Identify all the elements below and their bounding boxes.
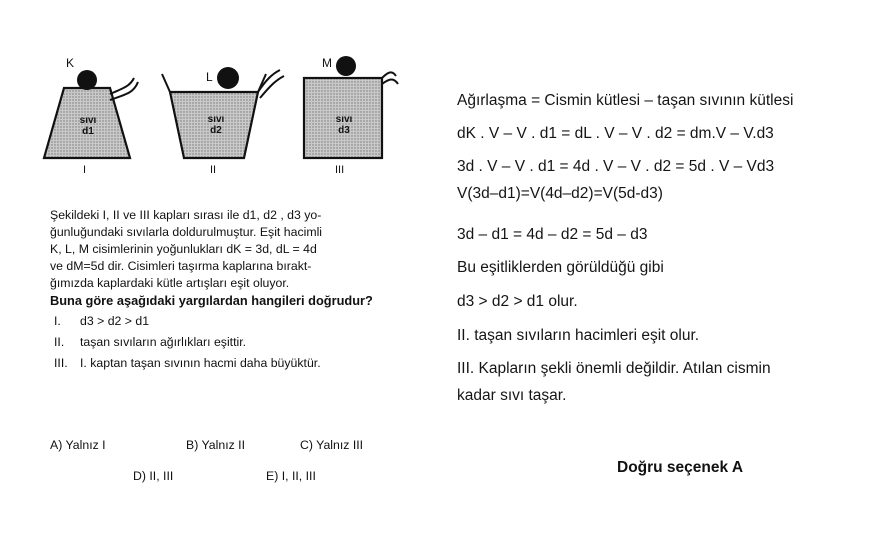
statement-1 — [50, 313, 420, 330]
solution-line: kadar sıvı taşar. — [457, 387, 567, 404]
vessel-3-numeral: III — [335, 164, 345, 176]
object-k-label: K — [66, 56, 75, 70]
statement-2 — [50, 334, 420, 351]
question-text — [50, 207, 420, 292]
statement-3 — [50, 355, 420, 372]
option-a[interactable]: A) Yalnız I — [50, 438, 106, 452]
statement-2-number: II. — [54, 335, 65, 349]
option-b[interactable]: B) Yalnız II — [186, 438, 246, 452]
option-c[interactable]: C) Yalnız III — [300, 438, 364, 452]
liquid-3-word: sıvı — [335, 114, 353, 125]
statement-3-text: I. kaptan taşan sıvının hacmi daha büyüktür. — [80, 356, 321, 370]
object-m-ball — [336, 56, 356, 76]
spout-3 — [382, 72, 398, 84]
option-e[interactable]: E) I, II, III — [266, 469, 316, 483]
solution-line: III. Kapların şekli önemli değildir. Atılan cismin — [457, 360, 771, 377]
question-block — [50, 207, 420, 372]
liquid-2-word: sıvı — [207, 114, 225, 125]
solution-line: II. taşan sıvıların hacimleri eşit olur. — [457, 327, 700, 344]
solution-line: 3d – d1 = 4d – d2 = 5d – d3 — [457, 226, 648, 243]
statement-3-number: III. — [54, 356, 68, 370]
question-line: ve dM=5d dir. Cisimleri taşırma kaplarına bırakt- — [50, 259, 312, 273]
question-line: ğımızda kaplardaki kütle artışları eşit oluyor. — [50, 276, 290, 290]
liquid-1-symbol: d1 — [82, 126, 94, 137]
spout-1 — [110, 78, 138, 100]
question-prompt: Buna göre aşağıdaki yargılardan hangileri doğrudur? — [50, 293, 373, 308]
statement-1-text: d3 > d2 > d1 — [80, 314, 150, 328]
vessel-1-numeral: I — [83, 164, 87, 176]
object-k-ball — [77, 70, 97, 90]
liquid-1-word: sıvı — [79, 115, 97, 126]
statement-1-number: I. — [54, 314, 61, 328]
vessel-2-numeral: II — [210, 164, 217, 176]
solution-line: 3d . V – V . d1 = 4d . V – V . d2 = 5d . V – Vd3 — [457, 158, 775, 175]
liquid-3-symbol: d3 — [338, 125, 350, 136]
question-line: ğunluğundaki sıvılarla doldurulmuştur. Eşit hacimli — [50, 225, 323, 239]
statement-2-text: taşan sıvıların ağırlıkları eşittir. — [80, 335, 247, 349]
solution-line: V(3d–d1)=V(4d–d2)=V(5d-d3) — [457, 185, 663, 202]
object-m-label: M — [322, 56, 332, 70]
solution-line: d3 > d2 > d1 olur. — [457, 293, 578, 310]
option-d[interactable]: D) II, III — [133, 469, 174, 483]
solution-line: Ağırlaşma = Cismin kütlesi – taşan sıvının kütlesi — [457, 92, 794, 109]
object-l-label: L — [206, 70, 213, 84]
vessel-3 — [304, 56, 398, 158]
liquid-2-symbol: d2 — [210, 125, 222, 136]
question-line: K, L, M cisimlerinin yoğunlukları dK = 3d, dL = 4d — [50, 242, 317, 256]
correct-answer: Doğru seçenek A — [617, 459, 744, 476]
vessels-figure — [30, 48, 400, 186]
solution-line: dK . V – V . d1 = dL . V – V . d2 = dm.V – V.d3 — [457, 125, 774, 142]
vessel-2 — [162, 67, 284, 158]
question-line: Şekildeki I, II ve III kapları sırası ile d1, d2 , d3 yo- — [50, 208, 322, 222]
solution-line: Bu eşitliklerden görüldüğü gibi — [457, 259, 664, 276]
vessel-1 — [44, 70, 138, 158]
object-l-ball — [217, 67, 239, 89]
